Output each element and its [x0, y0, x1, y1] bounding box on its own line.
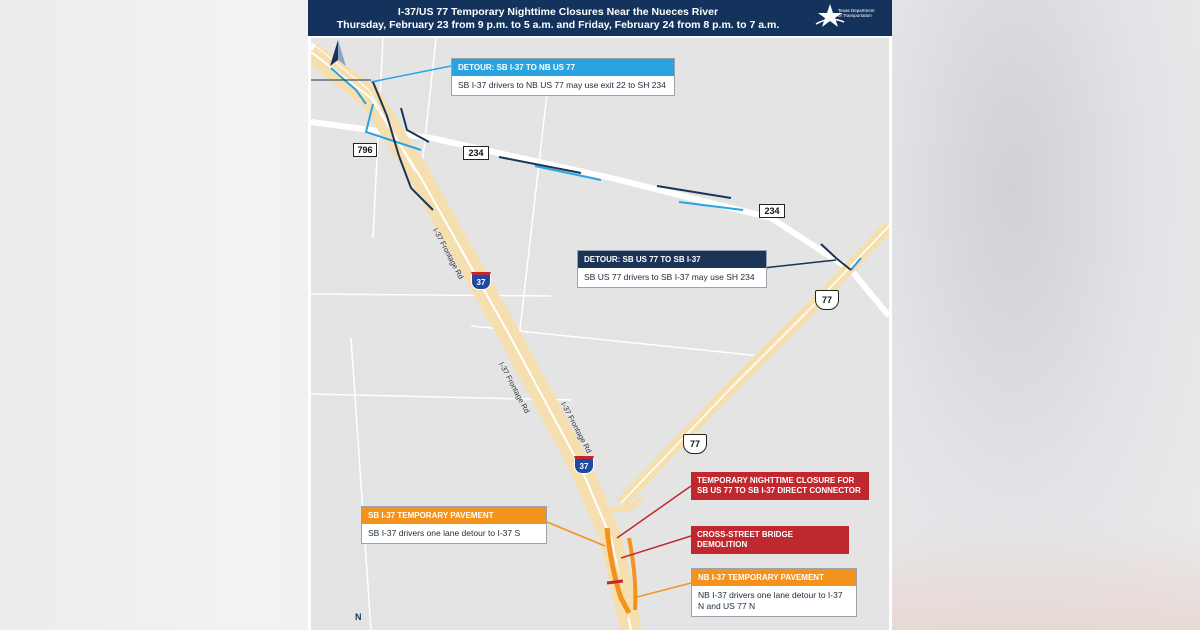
- callout-temporary-closure: TEMPORARY NIGHTTIME CLOSURE FOR SB US 77 TO SB I-37 DIRECT CONNECTOR: [691, 472, 869, 500]
- map-area: [311, 38, 889, 630]
- txdot-logo-text: Texas Department of Transportation: [838, 8, 875, 18]
- callout-sb-i37-temporary-pavement: [361, 506, 547, 544]
- txdot-logo-icon: [814, 2, 884, 34]
- callout-nb-i37-temporary-pavement: [691, 568, 857, 617]
- callout-title: DETOUR: SB I-37 TO NB US 77: [452, 59, 674, 76]
- callout-body: SB I-37 drivers to NB US 77 may use exit 22 to SH 234: [458, 80, 666, 90]
- callout-body: NB I-37 drivers one lane detour to I-37 N and US 77 N: [698, 590, 843, 611]
- road-label-frontage-2: I-37 Frontage Rd: [497, 360, 532, 415]
- callout-title: DETOUR: SB US 77 TO SB I-37: [578, 251, 766, 268]
- header-title: I-37/US 77 Temporary Nighttime Closures Near the Nueces River: [397, 6, 719, 18]
- route-shield-sh234-a: 234: [463, 146, 489, 160]
- route-shield-sh234-b: 234: [759, 204, 785, 218]
- map-frame: [308, 0, 892, 630]
- interstate-shield-i37-a: 37: [471, 272, 491, 290]
- callout-title: SB I-37 TEMPORARY PAVEMENT: [362, 507, 546, 524]
- header-dates: Thursday, February 23 from 9 p.m. to 5 a.m. and Friday, February 24 from 8 p.m. to 7 a.m.: [336, 19, 780, 31]
- callout-body: SB US 77 drivers to SB I-37 may use SH 234: [584, 272, 755, 282]
- road-label-frontage-3: I-37 Frontage Rd: [559, 400, 594, 455]
- interstate-shield-i37-b: 37: [574, 456, 594, 474]
- north-arrow-icon: [311, 38, 371, 82]
- callout-detour-sb-i37-nb-us77: [451, 58, 675, 96]
- callout-bridge-demolition: CROSS-STREET BRIDGE DEMOLITION: [691, 526, 849, 554]
- road-label-frontage-1: I-37 Frontage Rd: [431, 226, 466, 281]
- north-arrow-label: N: [355, 612, 362, 622]
- route-shield-us77-b: 77: [683, 434, 707, 454]
- callout-title: NB I-37 TEMPORARY PAVEMENT: [692, 569, 856, 586]
- route-shield-us77-a: 77: [815, 290, 839, 310]
- route-shield-fm796: 796: [353, 143, 377, 157]
- callout-detour-sb-us77-sb-i37: [577, 250, 767, 288]
- background-blur-right-bottom: [890, 520, 1200, 630]
- map-header: [308, 0, 892, 36]
- callout-body: SB I-37 drivers one lane detour to I-37 S: [368, 528, 521, 538]
